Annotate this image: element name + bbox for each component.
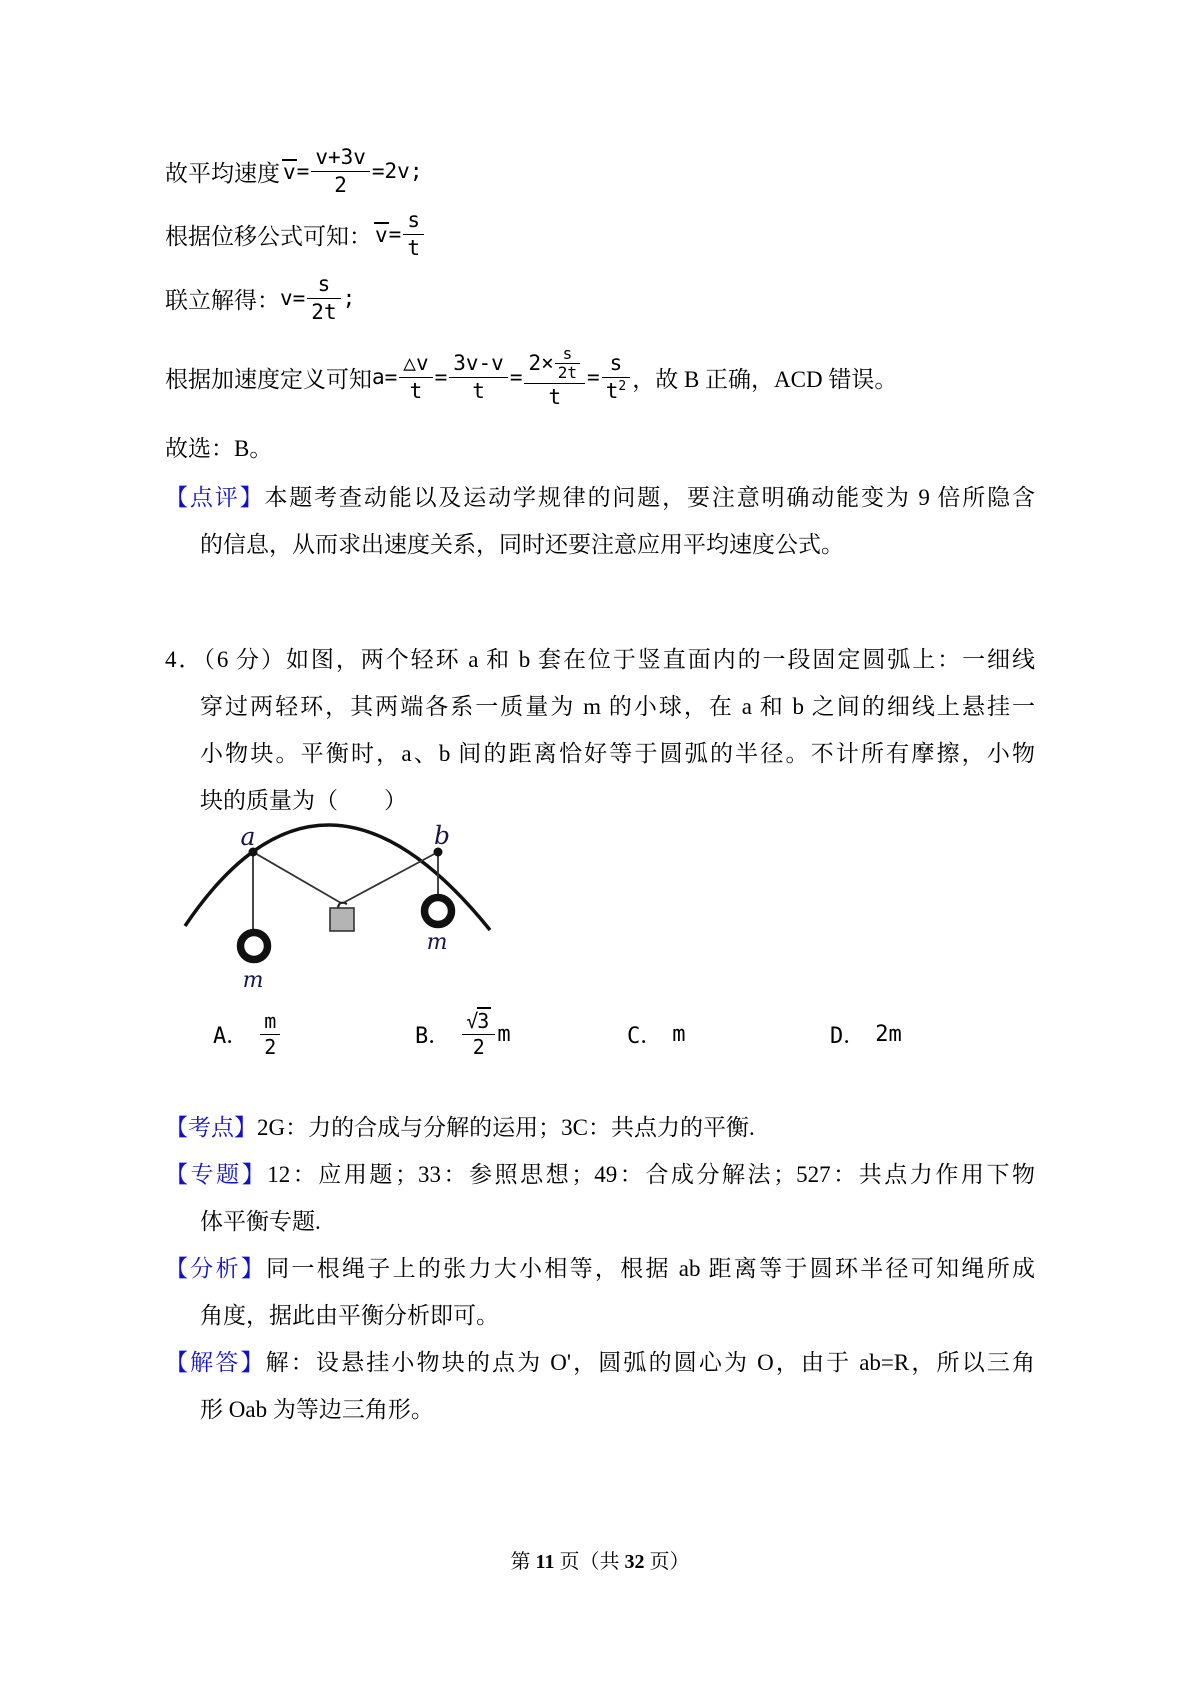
question-line: 块的质量为（ ）	[200, 788, 407, 813]
question-line: 穿过两轻环，其两端各系一质量为 m 的小球，在 a 和 b 之间的细线上悬挂一	[200, 694, 1035, 719]
fraction: $\frac{s}{2t}$	[307, 272, 340, 323]
zhuanti-text: 12：应用题；33：参照思想；49：合成分解法；527：共点力作用下物	[267, 1162, 1036, 1187]
page-number: 11	[535, 1551, 555, 1573]
fenxi-label: 【分析】	[165, 1256, 267, 1281]
option-letter: B．	[415, 1023, 451, 1049]
fraction: $\frac{s}{t}$	[403, 208, 424, 259]
footer-text: 页（共	[554, 1551, 625, 1573]
equals-sign: =	[296, 159, 310, 183]
formula-solve	[165, 266, 1035, 330]
question-4	[165, 636, 1035, 824]
label-b: b	[433, 821, 451, 850]
option-d-value: 2m	[875, 1021, 902, 1047]
label-m-left: m	[242, 968, 264, 993]
footer-text: 页）	[644, 1551, 690, 1573]
jieda-label: 【解答】	[165, 1350, 266, 1375]
v-bar: v	[283, 159, 296, 184]
formula-displacement	[165, 202, 1035, 266]
zhuanti-label: 【专题】	[165, 1162, 268, 1187]
fraction-delta-v: $\frac{\triangle v}{t}$	[399, 351, 432, 402]
option-a-fraction: $\frac{m}{2}$	[260, 1010, 280, 1059]
label-m-right: m	[426, 930, 448, 955]
fraction-inner: $\frac{s}{2t}$	[555, 345, 580, 383]
total-pages: 32	[624, 1551, 645, 1573]
ring-left	[241, 933, 268, 960]
radical-sign: √	[466, 1008, 479, 1033]
hanging-block	[330, 908, 354, 931]
label-a: a	[240, 822, 256, 851]
question-text: 如图，两个轻环 a 和 b 套在位于竖直面内的一段固定圆弧上：一细线	[285, 647, 1035, 672]
v-bar: v	[375, 222, 388, 247]
options-row	[165, 1002, 1035, 1066]
option-letter: C．	[627, 1023, 663, 1049]
question-line	[165, 636, 1035, 683]
review-line	[165, 474, 1035, 521]
fraction-3v-v: $\frac{3v-v}{t}$	[449, 351, 508, 402]
formula-lhs: a=	[372, 365, 398, 389]
option-c-value: m	[672, 1021, 686, 1047]
review-line: 的信息，从而求出速度关系，同时还要注意应用平均速度公式。	[200, 532, 844, 557]
review-label: 【点评】	[165, 485, 265, 510]
kaodian-paragraph	[165, 1104, 1035, 1151]
semicolon: ;	[342, 286, 356, 310]
string-b-to-block	[343, 852, 438, 903]
option-letter: A．	[213, 1023, 249, 1049]
formula-prefix: 联立解得：	[165, 287, 280, 313]
kaodian-label: 【考点】	[165, 1115, 257, 1140]
equals-sign: =	[388, 222, 402, 246]
question-number: 4．（6 分）	[165, 647, 286, 672]
formula-result: =2v;	[371, 159, 423, 183]
review-paragraph	[165, 474, 1035, 568]
question-diagram	[165, 818, 510, 994]
fraction-s-t2: $\frac{s}{t^2}$	[602, 351, 630, 402]
option-b-fraction: $\frac{√3}{2}$	[462, 1010, 495, 1059]
equals-sign: =	[434, 365, 448, 389]
option-b	[415, 1002, 511, 1066]
fenxi-paragraph: 【分析】同一根绳子上的张力大小相等，根据 ab 距离等于圆环半径可知绳所成 角度，据此由平衡分析即可。	[165, 1256, 1035, 1328]
analysis-sections	[165, 1104, 1035, 1433]
zhuanti-paragraph: 【专题】12：应用题；33：参照思想；49：合成分解法；527：共点力作用下物 体平衡专题.	[165, 1162, 1036, 1234]
formula-avg-speed	[165, 140, 1035, 202]
radicand: 3	[477, 1008, 490, 1033]
jieda-text: 解：设悬挂小物块的点为 O'，圆弧的圆心为 O，由于 ab=R，所以三角	[265, 1350, 1036, 1375]
jieda-paragraph: 【解答】解：设悬挂小物块的点为 O'，圆弧的圆心为 O，由于 ab=R，所以三角 形 Oab 为等边三角形。	[165, 1350, 1036, 1422]
option-d	[830, 1002, 902, 1066]
footer-text: 第	[510, 1551, 536, 1573]
review-text: 本题考查动能以及运动学规律的问题，要注意明确动能变为 9 倍所隐含	[264, 485, 1036, 510]
fenxi-text: 同一根绳子上的张力大小相等，根据 ab 距离等于圆环半径可知绳所成	[266, 1256, 1035, 1281]
kaodian-text: 2G：力的合成与分解的运用；3C：共点力的平衡.	[257, 1115, 755, 1140]
string-a-to-block	[253, 852, 341, 903]
option-b-coefficient: m	[497, 1021, 511, 1047]
formula-prefix: 根据加速度定义可知	[165, 366, 372, 392]
option-letter: D．	[830, 1023, 866, 1049]
option-c	[627, 1002, 686, 1066]
formula-prefix: 根据位移公式可知：	[165, 223, 372, 249]
equals-sign: =	[587, 365, 600, 389]
formula-acceleration	[165, 330, 1035, 424]
content-area	[165, 140, 1035, 1433]
page-footer	[0, 1545, 1200, 1574]
formula-conclusion: ，故 B 正确，ACD 错误。	[632, 366, 898, 392]
formula-lhs: v=	[280, 286, 306, 310]
question-line: 小物块。平衡时，a、b 间的距离恰好等于圆弧的半径。不计所有摩擦，小物	[200, 741, 1035, 766]
fraction-nested: 2× $\frac{s}{2t}$ t	[524, 345, 585, 410]
equals-sign: =	[509, 365, 523, 389]
answer-line: 故选：B。	[165, 436, 273, 461]
formula-prefix: 故平均速度	[165, 160, 280, 186]
option-a	[213, 1002, 282, 1066]
ring-right	[425, 898, 452, 925]
fraction: $\frac{v+3v}{2}$	[311, 145, 370, 196]
exponent: 2	[618, 378, 627, 394]
